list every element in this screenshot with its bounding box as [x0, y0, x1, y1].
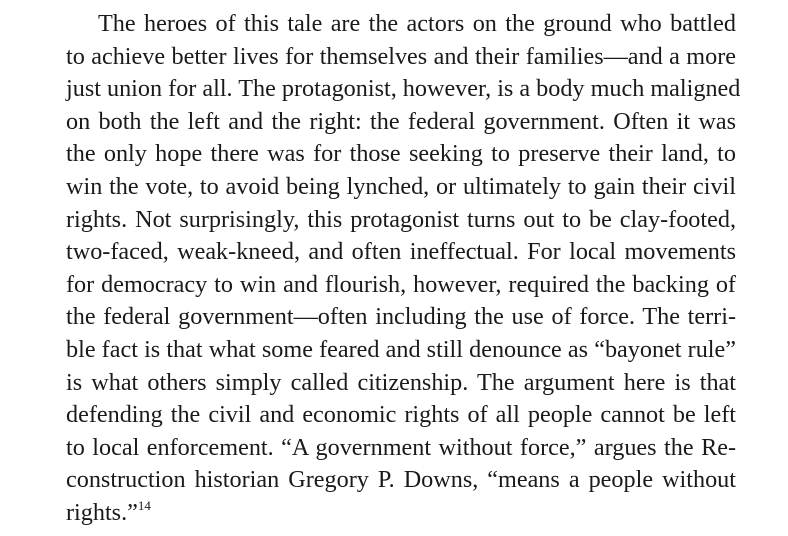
paragraph-line: construction historian Gregory P. Downs, “means a people without [66, 466, 736, 494]
paragraph-line: The heroes of this tale are the actors on the ground who battled [98, 10, 736, 37]
paragraph-last-line [66, 497, 736, 530]
paragraph-line: is what others simply called citizenship. The argument here is that [66, 368, 736, 396]
paragraph-line: the federal government—often including the use of force. The terri- [66, 303, 736, 331]
footnote-marker[interactable]: 14 [137, 497, 151, 513]
paragraph-line: defending the civil and economic rights of all people cannot be left [66, 401, 736, 429]
body-paragraph [66, 8, 741, 530]
paragraph-line: just union for all. The protagonist, however, is a body much maligned [66, 75, 741, 103]
paragraph-line: win the vote, to avoid being lynched, or ultimately to gain their civil [66, 172, 736, 200]
paragraph-line: to achieve better lives for themselves and their families—and a more [66, 42, 736, 70]
paragraph-line: rights. Not surprisingly, this protagonist turns out to be clay-footed, [66, 205, 736, 233]
paragraph-line: on both the left and the right: the federal government. Often it was [66, 107, 736, 135]
paragraph-line: for democracy to win and flourish, however, required the backing of [66, 270, 736, 298]
paragraph-line: ble fact is that what some feared and still denounce as “bayonet rule” [66, 335, 736, 363]
cropped-previous-line [66, 0, 736, 4]
paragraph-line: two-faced, weak-kneed, and often ineffectual. For local movements [66, 238, 736, 266]
paragraph-line: the only hope there was for those seeking to preserve their land, to [66, 140, 736, 168]
paragraph-line: to local enforcement. “A government without force,” argues the Re- [66, 433, 736, 461]
last-line-text: rights.” [66, 498, 138, 526]
